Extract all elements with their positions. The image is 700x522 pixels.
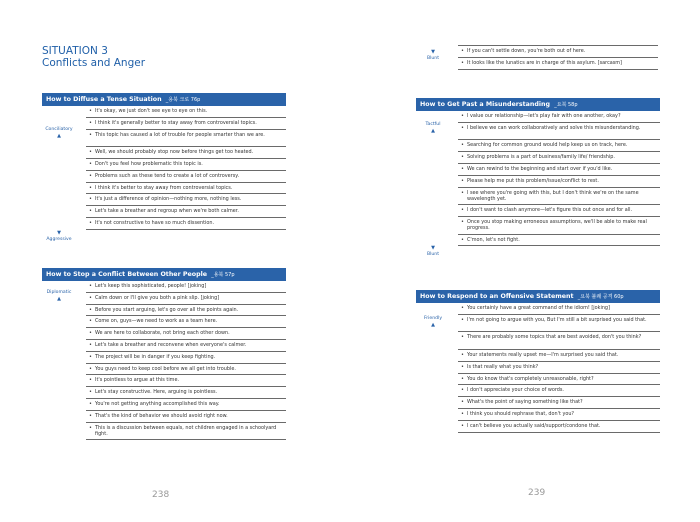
list-item: • I believe we can work collaboratively and solve this misunderstanding.: [458, 123, 660, 141]
phrase-list: [86, 106, 286, 230]
list-item: • You guys need to keep cool before we all get into trouble.: [86, 364, 286, 376]
list-item: • This topic has caused a lot of trouble for people smarter than we are.: [86, 130, 286, 148]
section-title: How to Get Past a Misunderstanding: [420, 101, 551, 108]
list-item: • Let's keep this sophisticated, people! [joking]: [86, 281, 286, 293]
list-item: • Come on, guys—we need to work as a team here.: [86, 316, 286, 328]
section-title: How to Respond to an Offensive Statement: [420, 293, 574, 300]
list-item: • It's pointless to argue at this time.: [86, 375, 286, 387]
section-ref: _요북 58p: [554, 102, 578, 108]
arrow-down-icon: ▼: [57, 230, 61, 236]
list-item: • Before you start arguing, let's go over all the points again.: [86, 305, 286, 317]
section-diffuse-tense-situation: [42, 93, 286, 242]
right-page: [350, 0, 700, 522]
list-item: • I'm not going to argue with you, But I'm still a bit surprised you said that.: [458, 315, 660, 333]
arrow-down-icon: ▼: [431, 49, 435, 55]
list-item: • Calm down or I'll give you both a pink slip. [joking]: [86, 293, 286, 305]
list-item: • Once you stop making erroneous assumptions, we'll be able to make real progress.: [458, 217, 660, 235]
list-item: • We are here to collaborate, not bring each other down.: [86, 328, 286, 340]
list-item: • It's not constructive to have so much dissention.: [86, 218, 286, 230]
list-item: • Please help me put this problem/issue/conflict to rest.: [458, 176, 660, 188]
section-header: [416, 290, 660, 303]
list-item: • I value our relationship—let's play fair with one another, okay?: [458, 111, 660, 123]
list-item: • Your statements really upset me—I'm surprised you said that.: [458, 350, 660, 362]
situation-label: SITUATION 3: [42, 45, 108, 57]
section-stop-conflict-between-people: [42, 268, 286, 437]
list-item: • You certainly have a great command of the idiom! [joking]: [458, 303, 660, 315]
list-item: • I think it's better to stay away from controversial topics.: [86, 183, 286, 195]
section-misunderstanding: [416, 98, 660, 257]
phrase-list: [458, 111, 660, 246]
section-title: How to Diffuse a Tense Situation: [46, 96, 162, 103]
list-item: • That's the kind of behavior we should avoid right now.: [86, 411, 286, 423]
list-item: • It looks like the lunatics are in charge of this asylum. [sarcasm]: [458, 58, 658, 70]
scale-bottom-label: Blunt: [426, 252, 440, 257]
arrow-up-icon: ▲: [57, 296, 61, 302]
situation-heading: [42, 45, 145, 69]
list-item: • I don't appreciate your choice of words.: [458, 385, 660, 397]
list-item: • Solving problems is a part of business/family life/ friendship.: [458, 152, 660, 164]
scale-top-label: Tactful: [425, 122, 441, 127]
list-item: • Well, we should probably stop now before things get too heated.: [86, 147, 286, 159]
list-item: • The project will be in danger if you keep fighting.: [86, 352, 286, 364]
arrow-up-icon: ▲: [431, 128, 435, 134]
list-item: • Let's stay constructive. Here, arguing is pointless.: [86, 387, 286, 399]
list-item: • You do know that's completely unreasonable, right?: [458, 374, 660, 386]
scale-bottom-label: Blunt: [426, 56, 440, 61]
section-ref: _용북 57p: [211, 272, 235, 278]
scale-top-label: Friendly: [423, 316, 443, 321]
section-header: [42, 268, 286, 281]
section-ref: _용북 크로 76p: [165, 97, 201, 103]
list-item: • I don't want to clash anymore—let's figure this out once and for all.: [458, 205, 660, 217]
phrase-list: [458, 45, 658, 70]
list-item: • Let's take a breather and regroup when we're both calmer.: [86, 206, 286, 218]
list-item: • What's the point of saying something like that?: [458, 397, 660, 409]
list-item: • I think you should rephrase that, don't you?: [458, 409, 660, 421]
scale-top-label: Diplomatic: [46, 290, 72, 295]
list-item: • I think it's generally better to stay away from controversial topics.: [86, 118, 286, 130]
list-item: • This is a discussion between equals, not children engaged in a schoolyard fight.: [86, 423, 286, 441]
list-item: • I see where you're going with this, but I don't think we're on the same wavelength yet.: [458, 188, 660, 206]
list-item: • Let's take a breather and reconvene when everyone's calmer.: [86, 340, 286, 352]
section-offensive-statement: [416, 290, 660, 429]
scale-bottom-label: Aggressive: [46, 237, 72, 242]
list-item: • C'mon, let's not fight.: [458, 235, 660, 247]
list-item: • You're not getting anything accomplished this way.: [86, 399, 286, 411]
list-item: • If you can't settle down, you're both out of here.: [458, 46, 658, 58]
section-title: How to Stop a Conflict Between Other People: [46, 271, 208, 278]
list-item: • We can rewind to the beginning and start over if you'd like.: [458, 164, 660, 176]
page-number: 238: [152, 490, 170, 500]
section-header: [42, 93, 286, 106]
list-item: • Problems such as these tend to create a lot of controversy.: [86, 171, 286, 183]
arrow-up-icon: ▲: [431, 322, 435, 328]
list-item: • I can't believe you actually said/support/condone that.: [458, 421, 660, 433]
list-item: • It's okay, we just don't see eye to eye on this.: [86, 106, 286, 118]
list-item: • Is that really what you think?: [458, 362, 660, 374]
list-item: • Don't you feel how problematic this topic is.: [86, 159, 286, 171]
phrase-list: [458, 303, 660, 433]
list-item: • Searching for common ground would help keep us on track, here.: [458, 140, 660, 152]
list-item: • There are probably some topics that are best avoided, don't you think?: [458, 332, 660, 350]
scale-top-label: Conciliatory: [45, 127, 73, 132]
section-ref: _요북 불쾌 공격 60p: [577, 294, 624, 300]
arrow-up-icon: ▲: [57, 133, 61, 139]
chapter-title: Conflicts and Anger: [42, 57, 146, 69]
arrow-down-icon: ▼: [431, 245, 435, 251]
phrase-list: [86, 281, 286, 440]
page-number: 239: [528, 488, 546, 498]
list-item: • It's just a difference of opinion—nothing more, nothing less.: [86, 194, 286, 206]
section-header: [416, 98, 660, 111]
